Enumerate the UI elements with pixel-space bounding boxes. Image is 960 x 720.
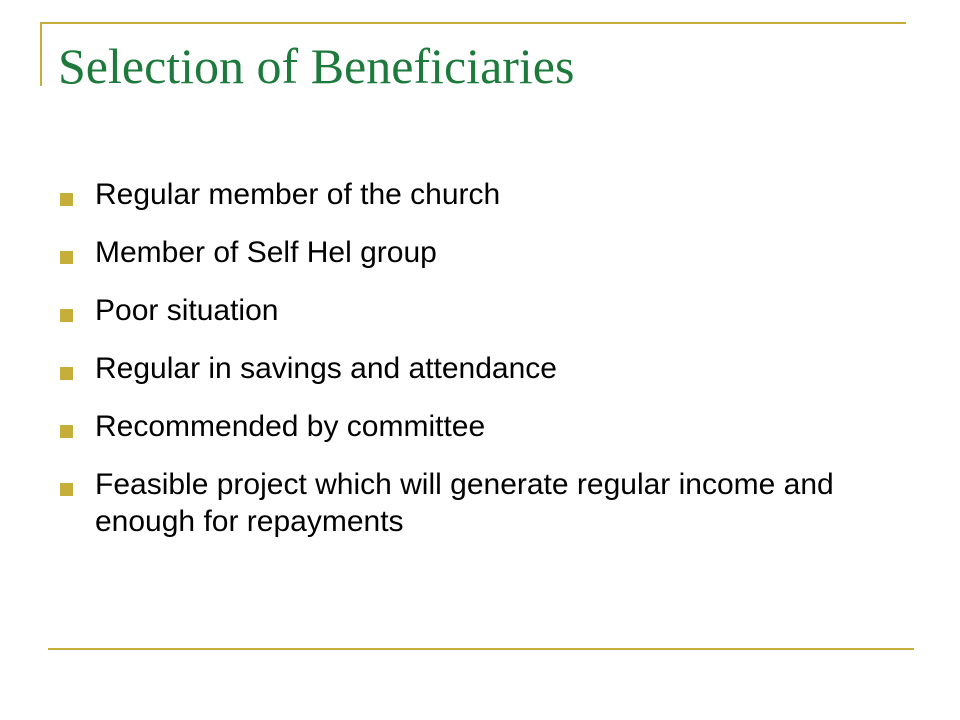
slide-title: Selection of Beneficiaries xyxy=(58,38,575,94)
square-bullet-icon xyxy=(60,425,73,438)
top-rule xyxy=(40,22,906,24)
bullet-item xyxy=(58,292,898,329)
square-bullet-icon xyxy=(60,483,73,496)
bullet-item xyxy=(58,408,898,445)
bullet-text: Member of Self Hel group xyxy=(95,236,437,269)
bottom-rule xyxy=(48,648,914,650)
bullet-text: Recommended by committee xyxy=(95,410,486,443)
bullet-item xyxy=(58,234,898,271)
bullet-list xyxy=(58,176,898,561)
bullet-text: Feasible project which will generate regular income and enough for repayments xyxy=(95,468,834,538)
bullet-text: Regular in savings and attendance xyxy=(95,352,557,385)
square-bullet-icon xyxy=(60,251,73,264)
square-bullet-icon xyxy=(60,193,73,206)
square-bullet-icon xyxy=(60,367,73,380)
left-rule xyxy=(40,22,42,86)
square-bullet-icon xyxy=(60,309,73,322)
bullet-item xyxy=(58,176,898,213)
bullet-text: Poor situation xyxy=(95,294,279,327)
bullet-item xyxy=(58,350,898,387)
bullet-text: Regular member of the church xyxy=(95,178,501,211)
bullet-item xyxy=(58,466,898,540)
